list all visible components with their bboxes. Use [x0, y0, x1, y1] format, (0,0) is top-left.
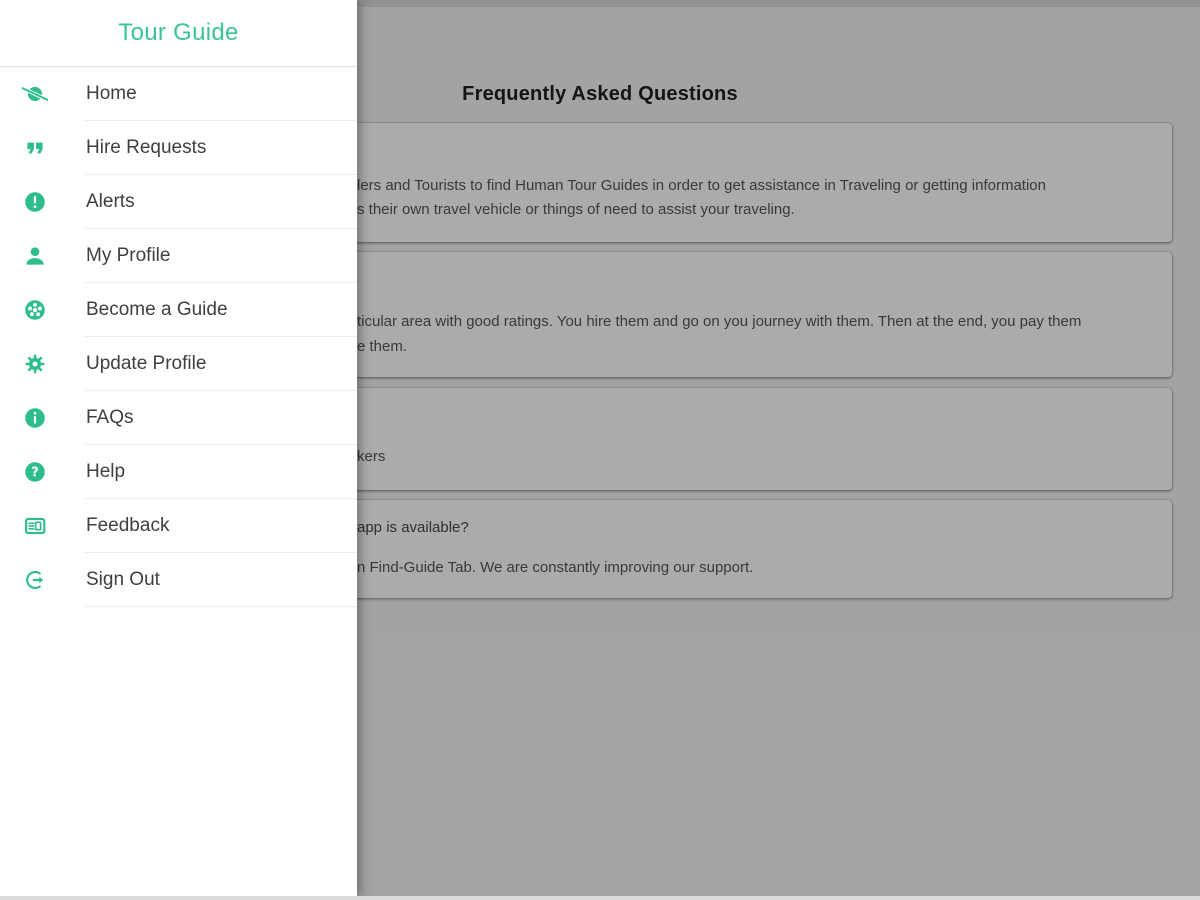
app-title: Tour Guide [118, 19, 239, 46]
drawer-header [0, 0, 357, 67]
faq-answer-fragment: lers and Tourists to find Human Tour Guides in order to get assistance in Traveling or getting information [357, 177, 1046, 194]
drawer-item-feedback[interactable] [0, 499, 357, 553]
navigation-drawer [0, 0, 357, 896]
drawer-item-label: Feedback [86, 515, 170, 536]
faq-answer-fragment: n Find-Guide Tab. We are constantly improving our support. [357, 559, 754, 576]
drawer-item-hire-requests[interactable] [0, 121, 357, 175]
help-circle-icon [22, 459, 48, 485]
info-icon [22, 405, 48, 431]
drawer-item-label: FAQs [86, 407, 134, 428]
faq-answer-fragment: ticular area with good ratings. You hire them and go on you journey with them. Then at the end, you pay them [357, 313, 1082, 330]
planet-icon [22, 81, 48, 107]
buoy-icon [22, 297, 48, 323]
alert-circle-icon [22, 189, 48, 215]
drawer-item-label: Hire Requests [86, 137, 207, 158]
drawer-item-update-profile[interactable] [0, 337, 357, 391]
drawer-item-become-a-guide[interactable] [0, 283, 357, 337]
drawer-item-label: Home [86, 83, 137, 104]
drawer-item-sign-out[interactable] [0, 553, 357, 607]
logout-icon [22, 567, 48, 593]
faq-answer-fragment: e them. [357, 338, 408, 355]
drawer-item-label: My Profile [86, 245, 171, 266]
screen-bottom-edge [0, 896, 1200, 900]
drawer-item-label: Help [86, 461, 126, 482]
drawer-item-home[interactable] [0, 67, 357, 121]
person-icon [22, 243, 48, 269]
page-title: Frequently Asked Questions [462, 83, 738, 105]
drawer-item-my-profile[interactable] [0, 229, 357, 283]
svg-text:?: ? [31, 465, 39, 481]
drawer-item-help[interactable] [0, 445, 357, 499]
gear-icon [22, 351, 48, 377]
drawer-item-label: Become a Guide [86, 299, 228, 320]
drawer-item-label: Sign Out [86, 569, 160, 590]
faq-answer-fragment: s their own travel vehicle or things of need to assist your traveling. [357, 201, 795, 218]
newspaper-icon [22, 513, 48, 539]
status-bar-shade [357, 0, 1200, 7]
drawer-item-label: Update Profile [86, 353, 207, 374]
drawer-item-alerts[interactable] [0, 175, 357, 229]
drawer-item-faqs[interactable] [0, 391, 357, 445]
faq-question-fragment: app is available? [357, 519, 469, 536]
drawer-item-label: Alerts [86, 191, 135, 212]
quotes-icon [22, 135, 48, 161]
faq-answer-fragment: kers [357, 448, 386, 465]
